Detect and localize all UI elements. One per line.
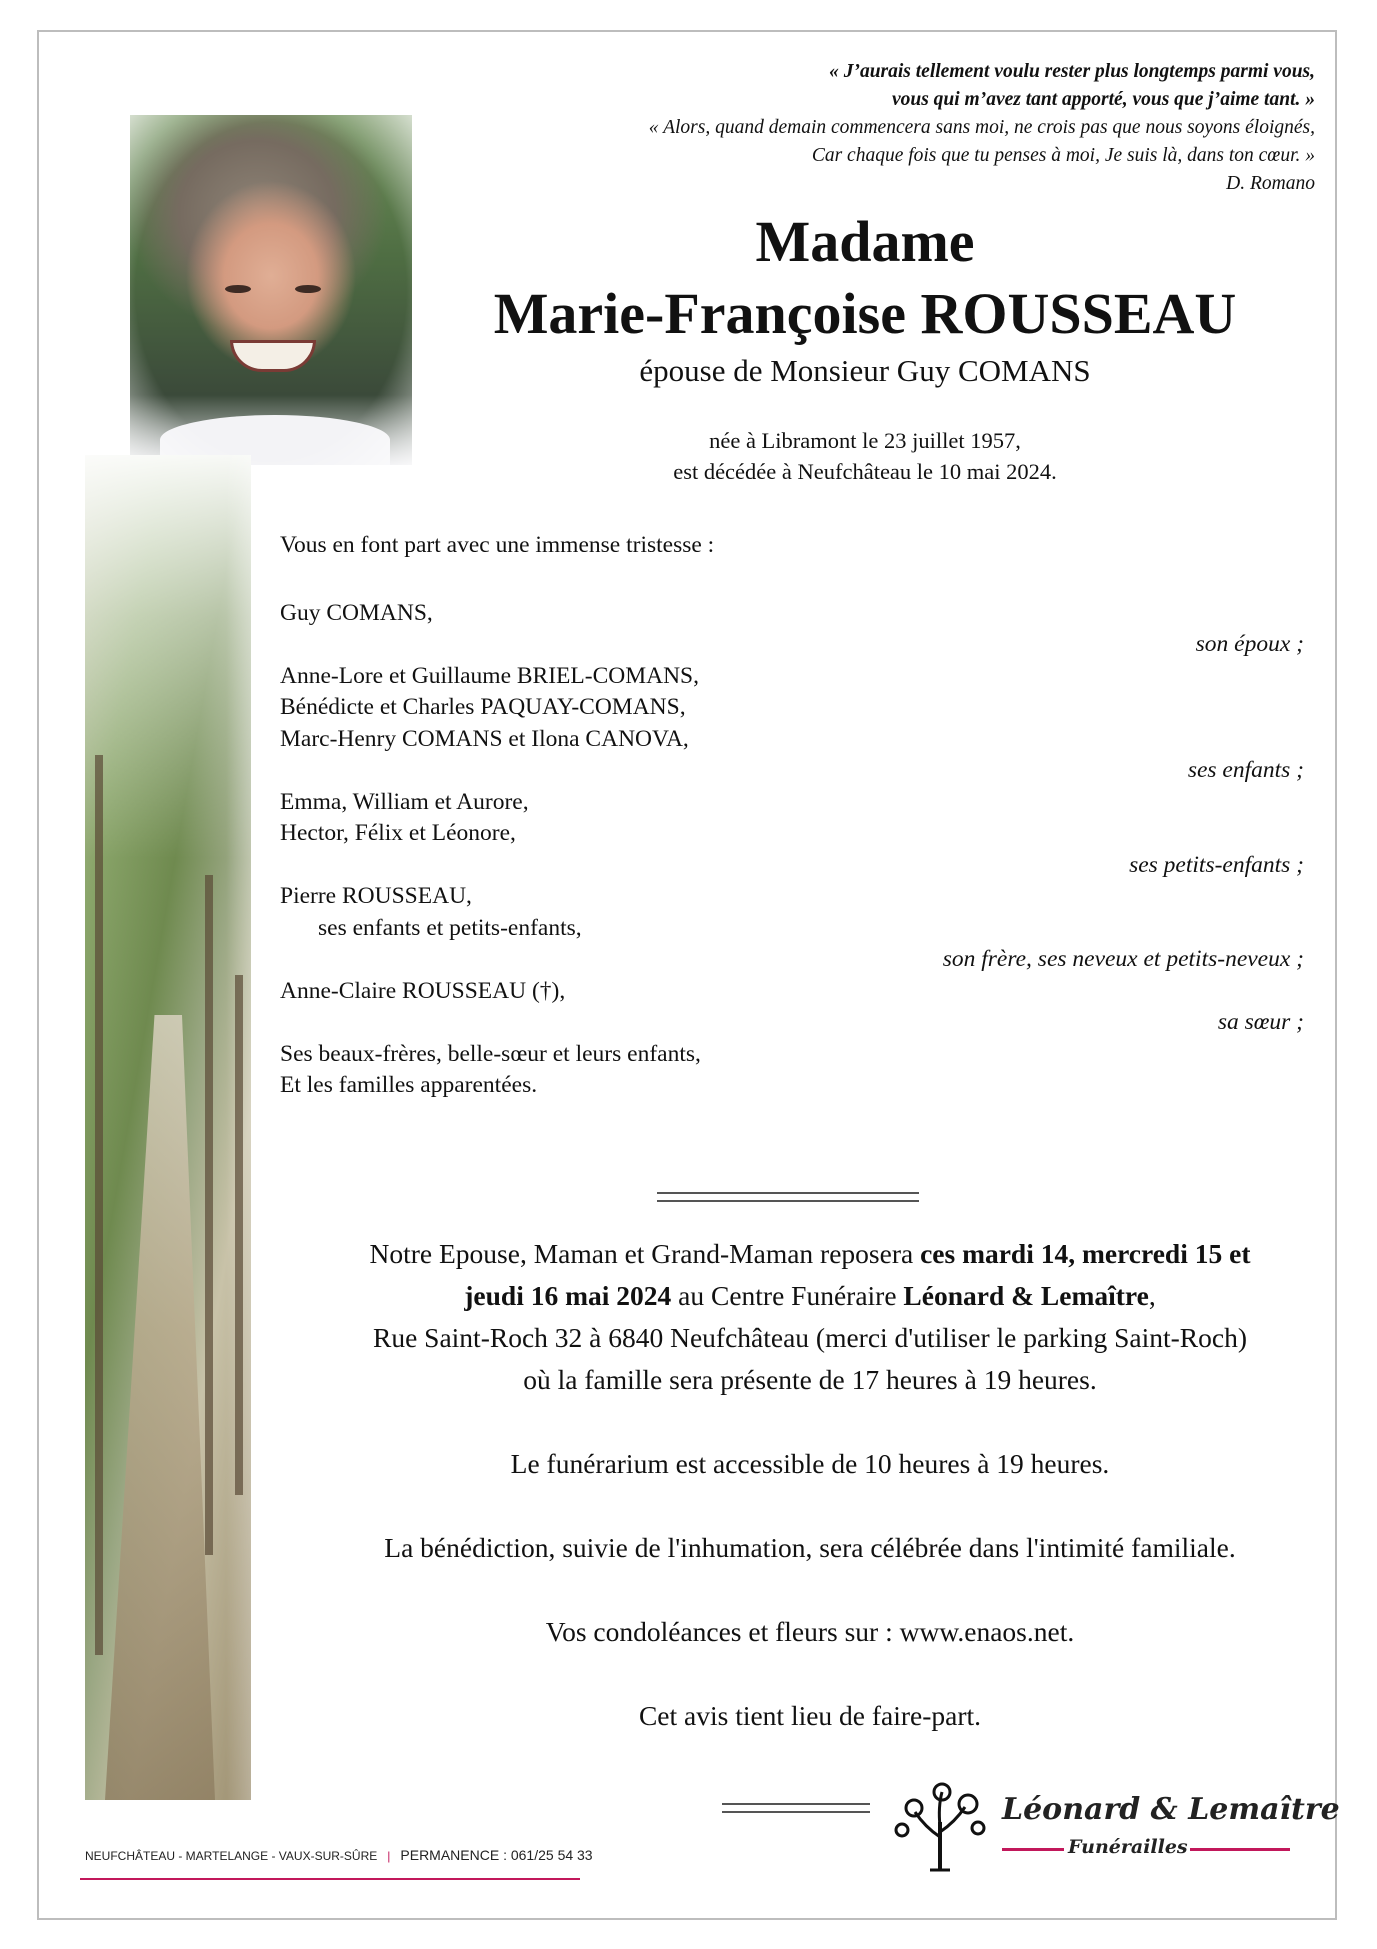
epigraph-quote [315, 58, 1315, 198]
funeral-home-name: Léonard & Lemaître [903, 1280, 1149, 1311]
closing-line: Ses beaux-frères, belle-sœur et leurs enfants, [280, 1040, 701, 1067]
family-name: ses enfants et petits-enfants, [318, 914, 582, 941]
relation-label: ses petits-enfants ; [1129, 851, 1304, 878]
family-announcement [280, 530, 1312, 1102]
dates-block [420, 425, 1310, 487]
info-paragraph: Vos condoléances et fleurs sur : www.enaos.net. [545, 1616, 1075, 1647]
relation-label: ses enfants ; [1187, 757, 1304, 783]
logo-accent-line [1002, 1848, 1064, 1851]
footer-divider [722, 1803, 870, 1813]
info-text: au Centre Funéraire [671, 1280, 904, 1311]
info-text: , [1148, 1280, 1156, 1311]
info-paragraph: Le funérarium est accessible de 10 heures à 19 heures. [510, 1448, 1110, 1479]
footer-locations: NEUFCHÂTEAU - MARTELANGE - VAUX-SUR-SÛRE [85, 1849, 378, 1863]
honorific: Madame [755, 209, 975, 274]
death-line: est décédée à Neufchâteau le 10 mai 2024. [673, 459, 1057, 484]
info-text: où la famille sera présente de 17 heures à 19 heures. [523, 1364, 1097, 1395]
info-paragraph [280, 1233, 1340, 1401]
logo-accent-line [1190, 1848, 1290, 1851]
portrait-eye-right [295, 285, 321, 293]
forest-path-image [85, 455, 251, 1800]
relation-label: son frère, ses neveux et petits-neveux ; [942, 946, 1304, 972]
spouse-line: épouse de Monsieur Guy COMANS [639, 353, 1091, 388]
family-name: Marc-Henry COMANS et Ilona CANOVA, [280, 725, 689, 752]
funeral-home-logo [890, 1782, 1340, 1872]
tree-trunk [235, 975, 243, 1495]
relation-label: sa sœur ; [1217, 1009, 1304, 1035]
tree-logo-icon [890, 1782, 990, 1872]
info-dates: jeudi 16 mai 2024 [464, 1280, 672, 1311]
family-name: Hector, Félix et Léonore, [280, 820, 516, 846]
info-address: Rue Saint-Roch 32 à 6840 Neufchâteau (merci d'utiliser le parking Saint-Roch) [372, 1322, 1247, 1353]
info-dates: ces mardi 14, mercredi 15 et [920, 1238, 1251, 1269]
closing-line: Et les familles apparentées. [280, 1072, 538, 1098]
quote-line: Car chaque fois que tu penses à moi, Je suis là, dans ton cœur. » [811, 145, 1315, 166]
family-name: Pierre ROUSSEAU, [280, 883, 472, 909]
family-name: Anne-Claire ROUSSEAU (†), [280, 977, 566, 1004]
birth-line: née à Libramont le 23 juillet 1957, [709, 428, 1021, 453]
footer-accent-line [80, 1878, 580, 1880]
portrait-eye-left [225, 285, 251, 293]
family-name: Bénédicte et Charles PAQUAY-COMANS, [280, 694, 686, 720]
quote-line: vous qui m’avez tant apporté, vous que j’aime tant. » [891, 89, 1315, 110]
logo-name: Léonard & Lemaître [1002, 1792, 1340, 1827]
family-name: Guy COMANS, [280, 599, 433, 626]
info-paragraph: La bénédiction, suivie de l'inhumation, sera célébrée dans l'intimité familiale. [384, 1532, 1236, 1563]
announcement-intro: Vous en font part avec une immense tristesse : [280, 532, 715, 558]
tree-trunk [95, 755, 103, 1655]
info-paragraph: Cet avis tient lieu de faire-part. [638, 1700, 982, 1731]
footer-permanence: PERMANENCE : 061/25 54 33 [400, 1847, 593, 1863]
relation-label: son époux ; [1195, 631, 1304, 657]
portrait-smile [230, 340, 316, 372]
forest-path [105, 1015, 215, 1800]
footer-contact [85, 1847, 593, 1863]
section-divider [657, 1192, 919, 1202]
logo-subtitle: Funérailles [1068, 1836, 1188, 1858]
tree-trunk [205, 875, 213, 1555]
footer-separator: | [387, 1849, 391, 1863]
family-name: Anne-Lore et Guillaume BRIEL-COMANS, [280, 662, 700, 689]
quote-line: « J’aurais tellement voulu rester plus longtemps parmi vous, [829, 61, 1315, 82]
quote-author: D. Romano [1226, 173, 1315, 194]
family-name: Emma, William et Aurore, [280, 788, 529, 815]
deceased-name: Marie-Françoise ROUSSEAU [493, 281, 1237, 346]
funeral-info [280, 1233, 1340, 1737]
info-text: Notre Epouse, Maman et Grand-Maman reposera [369, 1238, 921, 1269]
quote-line: « Alors, quand demain commencera sans moi, ne crois pas que nous soyons éloignés, [648, 117, 1315, 138]
